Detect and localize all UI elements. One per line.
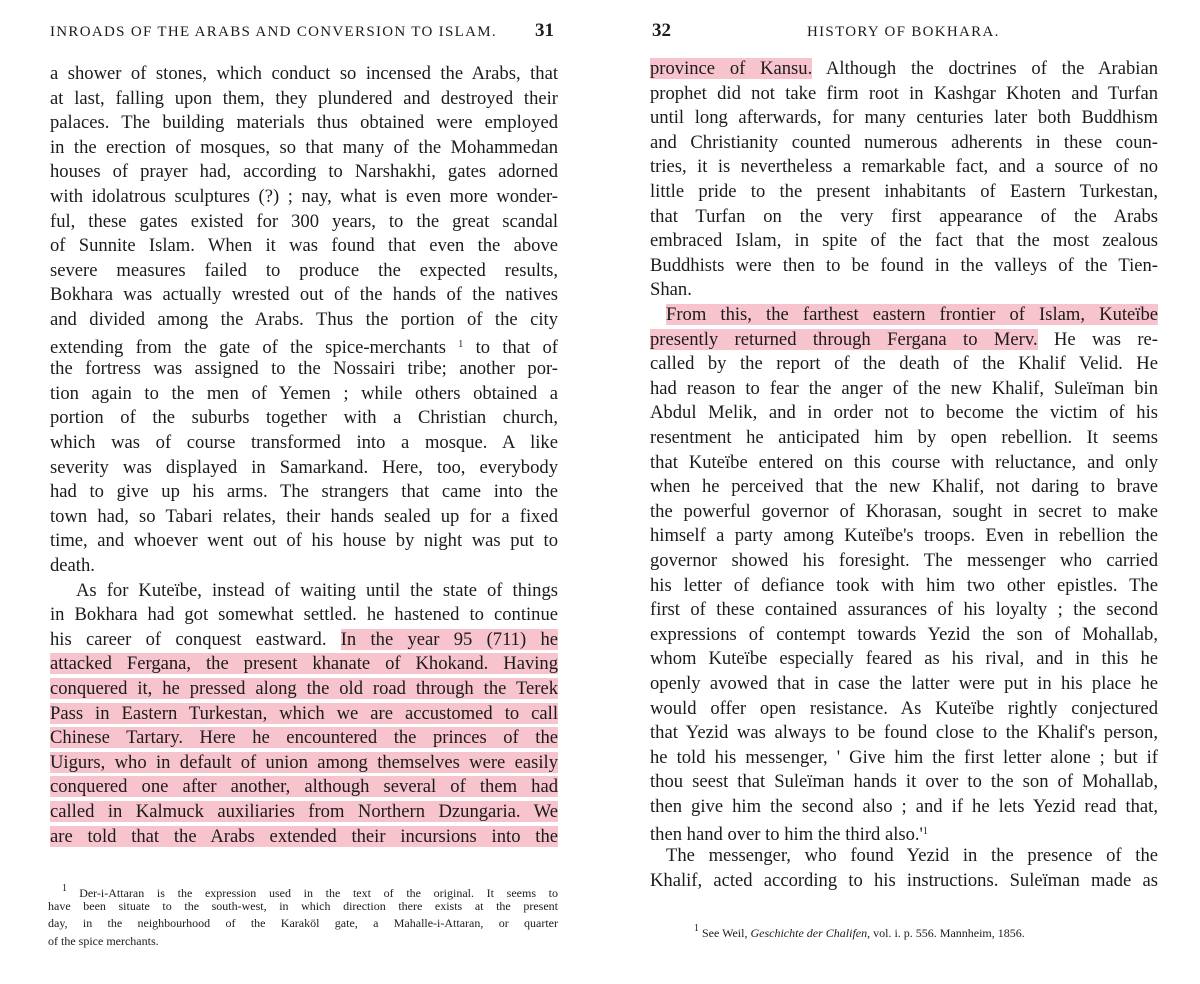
text-line	[50, 677, 558, 701]
text-line	[650, 500, 1158, 524]
text-line	[650, 328, 1158, 352]
running-head: HISTORY OF BOKHARA.	[807, 24, 1000, 40]
footnote-title: Geschichte der Chalifen	[750, 926, 868, 940]
text-line	[50, 751, 558, 775]
text-segment: Khalif, acted according to his instructions. Suleïman made as	[650, 869, 1158, 891]
text-segment: to that of	[463, 336, 558, 358]
text-segment: houses of prayer had, according to Narshakhi, gates adorned	[50, 161, 558, 183]
highlighted-text: called in Kalmuck auxiliaries from Northern Dzungaria. We	[50, 801, 558, 822]
footnote-text: , vol. i. p. 556. Mannheim, 1856.	[867, 926, 1025, 940]
text-line	[650, 401, 1158, 425]
footnote-ref: 1	[458, 338, 464, 350]
text-line	[50, 480, 558, 504]
highlighted-text: province of Kansu.	[650, 58, 813, 79]
text-line	[50, 283, 558, 307]
text-line	[650, 475, 1158, 499]
text-segment: The messenger, who found Yezid in the presence of the	[666, 845, 1158, 867]
footnote-text: day, in the neighbourhood of the Karaköl gate, a Mahalle-i-Attaran, or quarter	[48, 916, 558, 930]
text-segment: would offer open resistance. As Kuteïbe rightly conjectured	[650, 697, 1158, 719]
text-segment: tries, it is nevertheless a remarkable fact, and a source of no	[650, 156, 1158, 178]
text-line	[50, 505, 558, 529]
text-line	[50, 357, 558, 381]
footnote-text: of the spice merchants.	[48, 933, 159, 948]
text-segment: himself a party among Kuteïbe's troops. Even in rebellion the	[650, 525, 1158, 547]
text-segment: expressions of contempt towards Yezid the son of Mohallab,	[650, 623, 1158, 645]
text-line	[650, 746, 1158, 770]
text-segment: portion of the suburbs together with a Christian church,	[50, 407, 558, 429]
text-line	[650, 598, 1158, 622]
text-segment: extending from the gate of the spice-merchants	[50, 336, 459, 358]
text-segment: and divided among the Arabs. Thus the portion of the city	[50, 309, 558, 330]
text-line	[50, 210, 558, 234]
text-line	[50, 554, 558, 578]
text-segment: resentment he anticipated him by open rebellion. It seems	[650, 427, 1158, 448]
text-segment: thou seest that Suleïman hands it over to the son of Mohallab,	[650, 771, 1158, 793]
text-segment: that Turfan on the very first appearance of the Arabs	[650, 205, 1158, 227]
text-line	[50, 702, 558, 726]
text-segment: which was of course transformed into a mosque. A like	[50, 432, 558, 453]
text-line	[650, 795, 1158, 819]
text-line	[650, 524, 1158, 548]
text-segment: until long afterwards, for many centuries later both Buddhism	[650, 107, 1158, 129]
text-line	[650, 820, 1158, 847]
text-segment: severity was displayed in Samarkand. Here, too, everybody	[50, 456, 558, 478]
text-segment: had reason to fear the anger of the new Khalif, Suleïman bin	[650, 377, 1158, 399]
text-segment: He was re-	[1037, 328, 1158, 350]
text-line	[50, 628, 558, 652]
text-line	[50, 333, 558, 360]
text-segment: first of these contained assurances of his loyalty ; the second	[650, 599, 1158, 621]
text-segment: with idolatrous sculptures (?) ; nay, what is even more wonder-	[50, 186, 558, 207]
text-line	[650, 278, 1158, 302]
text-line	[50, 406, 558, 430]
highlighted-text: conquered one after another, although several of them had	[50, 776, 558, 798]
text-line	[650, 549, 1158, 573]
highlighted-text: conquered it, he pressed along the old road through the Terek	[50, 678, 558, 699]
text-segment: had to give up his arms. The strangers that came into the	[50, 481, 558, 503]
text-line	[650, 82, 1158, 106]
highlighted-text: presently returned through Fergana to Merv.	[650, 328, 1038, 350]
text-line	[50, 259, 558, 283]
text-line	[50, 431, 558, 455]
text-segment: Abdul Melik, and in order not to become the victim of his	[650, 402, 1158, 424]
highlighted-text: are told that the Arabs extended their incursions into the	[50, 825, 558, 847]
text-line	[50, 603, 558, 627]
text-line	[650, 352, 1158, 376]
highlighted-text: From this, the farthest eastern frontier of Islam, Kuteïbe	[666, 304, 1158, 325]
text-segment: As for Kuteïbe, instead of waiting until the state of things	[76, 579, 558, 601]
text-line	[50, 185, 558, 209]
text-line	[650, 377, 1158, 401]
text-segment: town had, so Tabari relates, their hands sealed up for a fixed	[50, 505, 558, 527]
footnote-line	[48, 898, 558, 915]
text-line	[50, 382, 558, 406]
text-line	[50, 529, 558, 553]
footnote-text: Der-i-Attaran is the expression used in the text of the original. It seems to	[79, 886, 559, 900]
footnote-text: have been situate to the south-west, in which direction there exists at the present	[48, 898, 558, 913]
text-line	[50, 456, 558, 480]
text-line	[50, 111, 558, 135]
text-segment: embraced Islam, in spite of the fact that the most zealous	[650, 230, 1158, 252]
text-segment: his career of conquest eastward.	[50, 628, 341, 650]
text-segment: Shan.	[650, 279, 692, 301]
text-line	[650, 721, 1158, 745]
text-segment: that Yezid was always to be found close to the Khalif's person,	[650, 722, 1158, 744]
text-segment: prophet did not take firm root in Kashgar Khoten and Turfan	[650, 82, 1158, 104]
text-segment: then give him the second also ; and if he lets Yezid read that,	[650, 796, 1158, 817]
text-segment: ful, these gates existed for 300 years, to the great scandal	[50, 210, 558, 232]
text-line	[50, 234, 558, 258]
text-segment: governor showed his foresight. The messenger who carried	[650, 550, 1158, 571]
text-segment: then hand over to him the third also.'	[650, 823, 923, 845]
text-line	[650, 672, 1158, 696]
text-line	[50, 160, 558, 184]
text-segment: a shower of stones, which conduct so incensed the Arabs, that	[50, 63, 558, 84]
text-segment: called by the report of the death of the Khalif Velid. He	[650, 353, 1158, 375]
text-line	[650, 451, 1158, 475]
footnote	[694, 920, 1025, 942]
text-segment: his letter of defiance took with him two other epistles. The	[650, 574, 1158, 596]
text-line	[650, 426, 1158, 450]
text-line	[650, 57, 1158, 81]
text-line	[50, 825, 558, 849]
footnote-text: See Weil,	[702, 926, 751, 940]
text-segment: the fortress was assigned to the Nossairi tribe; another por-	[50, 358, 558, 380]
text-line	[650, 697, 1158, 721]
text-segment: openly avowed that in case the latter were put in his place he	[650, 673, 1158, 694]
text-segment: death.	[50, 555, 95, 576]
footnote-marker: 1	[694, 923, 699, 934]
footnote-line	[48, 933, 558, 950]
highlighted-text: Chinese Tartary. Here he encountered the princes of the	[50, 727, 558, 749]
text-line	[666, 844, 1158, 868]
text-segment: at last, falling upon them, they plundered and destroyed their	[50, 87, 558, 109]
text-segment: tion again to the men of Yemen ; while others obtained a	[50, 382, 558, 404]
text-segment: Although the doctrines of the Arabian	[812, 58, 1158, 79]
footnote-ref: 1	[922, 825, 928, 837]
text-segment: little pride to the present inhabitants of Eastern Turkestan,	[650, 181, 1158, 202]
text-segment: and Christianity counted numerous adherents in these coun-	[650, 131, 1158, 153]
text-segment: time, and whoever went out of his house by night was put to	[50, 530, 558, 552]
text-segment: he told his messenger, ' Give him the first letter alone ; but if	[650, 746, 1158, 768]
text-line	[50, 775, 558, 799]
text-segment: in the erection of mosques, so that many of the Mohammedan	[50, 136, 558, 158]
running-head: INROADS OF THE ARABS AND CONVERSION TO ISLAM.	[50, 24, 497, 40]
text-line	[650, 131, 1158, 155]
text-line	[50, 726, 558, 750]
text-segment: in Bokhara had got somewhat settled. he hastened to continue	[50, 604, 558, 626]
text-segment: when he perceived that the new Khalif, not daring to brave	[650, 476, 1158, 498]
text-line	[650, 155, 1158, 179]
text-line	[650, 869, 1158, 893]
highlighted-text: attacked Fergana, the present khanate of Khokand. Having	[50, 653, 558, 675]
text-line	[50, 308, 558, 332]
text-line	[650, 229, 1158, 253]
highlighted-text: In the year 95 (711) he	[340, 628, 558, 650]
text-segment: that Kuteïbe entered on this course with reluctance, and only	[650, 451, 1158, 473]
text-segment: the powerful governor of Khorasan, sought in secret to make	[650, 500, 1158, 522]
text-line	[650, 647, 1158, 671]
text-segment: whom Kuteïbe especially feared as his rival, and in this he	[650, 648, 1158, 670]
text-line	[650, 770, 1158, 794]
text-line	[50, 800, 558, 824]
text-line	[650, 574, 1158, 598]
text-line	[650, 180, 1158, 204]
text-line	[650, 623, 1158, 647]
footnote-marker: 1	[62, 883, 80, 894]
text-line	[650, 205, 1158, 229]
page-number: 31	[535, 20, 554, 41]
text-line	[50, 652, 558, 676]
text-line	[666, 303, 1158, 327]
text-line	[50, 136, 558, 160]
footnote-line	[48, 915, 558, 932]
text-segment: Bokhara was actually wrested out of the hands of the natives	[50, 284, 558, 306]
highlighted-text: Pass in Eastern Turkestan, which we are accustomed to call	[50, 702, 558, 724]
text-line	[650, 106, 1158, 130]
text-line	[50, 87, 558, 111]
text-segment: of Sunnite Islam. When it was found that even the above	[50, 235, 558, 257]
text-line	[76, 579, 558, 603]
text-line	[650, 254, 1158, 278]
text-segment: Buddhists were then to be found in the valleys of the Tien-	[650, 254, 1158, 276]
text-segment: severe measures failed to produce the expected results,	[50, 259, 558, 281]
highlighted-text: Uigurs, who in default of union among themselves were easily	[50, 751, 558, 773]
text-line	[50, 62, 558, 86]
page-number: 32	[652, 20, 671, 41]
text-segment: palaces. The building materials thus obtained were employed	[50, 112, 558, 134]
